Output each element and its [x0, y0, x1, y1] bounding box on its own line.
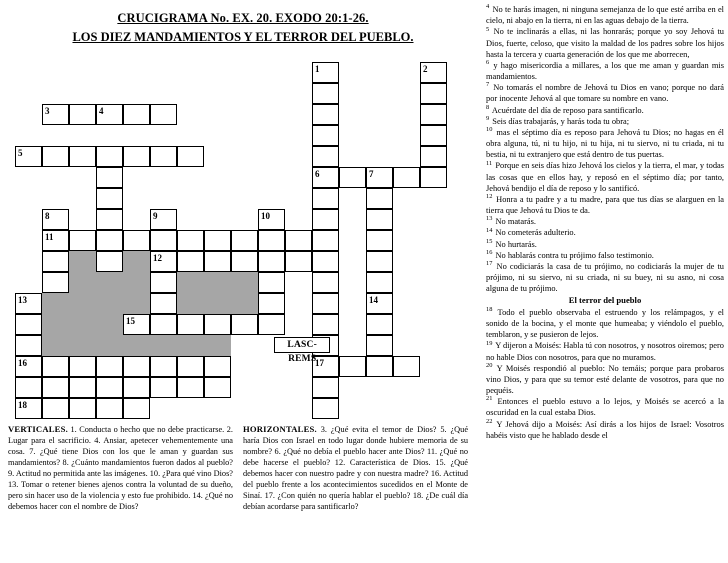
crossword-cell-blocked [96, 293, 123, 314]
crossword-cell[interactable] [42, 377, 69, 398]
crossword-cell-numbered[interactable] [312, 167, 339, 188]
crossword-cell[interactable] [69, 146, 96, 167]
scripture-verse [486, 250, 724, 261]
crossword-cell-numbered[interactable] [42, 104, 69, 125]
verse-text: No hurtarás. [493, 239, 537, 249]
crossword-cell[interactable] [177, 146, 204, 167]
crossword-cell-number: 17 [315, 358, 324, 368]
crossword-cell-blocked [204, 272, 231, 293]
crossword-cell[interactable] [339, 167, 366, 188]
crossword-cell-number: 11 [45, 232, 54, 242]
verse-number: 7 [486, 81, 490, 89]
crossword-cell[interactable] [204, 314, 231, 335]
clues-verticales-text: 1. Conducta o hecho que no debe practicarse. 2. Lugar para el sacrificio. 4. Ansiar, apetecer vehementemente una cosa. 7. ¿Qué tiene Dios con los que le aman y guardan sus mandamientos? 8. ¿Cuánto mandamientos fueron dados al pueblo? 9. Actitud no permitida ante las imágenes. 10. ¿Para qué vino Dios? 13. Tomar o retener bienes ajenos contra la voluntad de su dueño, pero sin hacer uso de la violencia y esto fue prohibido. 14. ¿Qué no debemos hacer con el nombre de Dios? [8, 425, 233, 511]
crossword-cell[interactable] [258, 251, 285, 272]
crossword-cell-number: 5 [18, 148, 23, 158]
crossword-cell-numbered[interactable] [150, 251, 177, 272]
crossword-cell[interactable] [96, 377, 123, 398]
verse-number: 4 [486, 3, 490, 11]
crossword-cell-blocked [177, 293, 204, 314]
verse-number: 9 [486, 114, 490, 122]
crossword-cell[interactable] [177, 356, 204, 377]
crossword-cell[interactable] [150, 293, 177, 314]
crossword-cell-blocked [123, 335, 150, 356]
crossword-cell-blocked [150, 335, 177, 356]
crossword-cell[interactable] [420, 83, 447, 104]
crossword-cell-number: 2 [423, 64, 428, 74]
scripture-verse [486, 239, 724, 250]
crossword-cell[interactable] [96, 356, 123, 377]
verse-text: Y Jehová dijo a Moisés: Así dirás a los hijos de Israel: Vosotros habéis visto que he hablado desde el [486, 419, 724, 440]
crossword-cell[interactable] [312, 125, 339, 146]
scripture-verse [486, 60, 724, 82]
scripture-verse [486, 396, 724, 418]
scripture-verse [486, 105, 724, 116]
crossword-cell[interactable] [96, 398, 123, 419]
crossword-cell[interactable] [366, 356, 393, 377]
verse-text: y hago misericordia a millares, a los que me aman y guardan mis mandamientos. [486, 60, 724, 82]
verse-text: No codiciarás la casa de tu prójimo, no codiciarás la mujer de tu prójimo, ni su siervo, ni su criada, ni su buey, ni su asno, ni cosa alguna de tu prójimo. [486, 261, 724, 294]
crossword-cell[interactable] [96, 251, 123, 272]
scripture-verse [486, 216, 724, 227]
crossword-cell-numbered[interactable] [15, 293, 42, 314]
crossword-cell-blocked [69, 293, 96, 314]
crossword-cell[interactable] [150, 104, 177, 125]
scripture-verse [486, 82, 724, 104]
verse-number: 13 [486, 215, 493, 223]
verse-text: Seis días trabajarás, y harás toda tu obra; [490, 116, 630, 126]
crossword-cell-blocked [69, 272, 96, 293]
crossword-cell[interactable] [420, 146, 447, 167]
crossword-cell[interactable] [312, 230, 339, 251]
crossword-cell-number: 14 [369, 295, 378, 305]
crossword-cell[interactable] [393, 167, 420, 188]
crossword-cell-blocked [96, 314, 123, 335]
crossword-cell[interactable] [258, 272, 285, 293]
crossword-cell-numbered[interactable] [420, 62, 447, 83]
crossword-cell[interactable] [204, 377, 231, 398]
crossword-cell[interactable] [258, 293, 285, 314]
crossword-cell[interactable] [366, 230, 393, 251]
crossword-cell[interactable] [123, 377, 150, 398]
clues-horizontales-text: 3. ¿Qué evita el temor de Dios? 5. ¿Qué haría Dios con Israel en todo lugar donde hubiere memoria de su nombre? 6. ¿Qué no debía el pueblo hacer ante Dios? 11. ¿Qué no debe hacerse el pueblo? 12. Característica de Dios. 15. ¿Qué debemos hacer con nuestro padre y con nuestra madre? 16. Actitud del pueblo frente a los acontecimientos sucedidos en el Monte de Sinaí. 17. ¿Con quién no quería hablar el pueblo? 18. ¿De cuál día debían acordarse para santificarlo? [243, 425, 469, 511]
verse-number: 21 [486, 395, 493, 403]
crossword-cell[interactable] [150, 230, 177, 251]
crossword-cell[interactable] [420, 125, 447, 146]
crossword-cell[interactable] [123, 398, 150, 419]
crossword-cell[interactable] [420, 167, 447, 188]
crossword-cell[interactable] [42, 356, 69, 377]
crossword-cell-blocked [123, 272, 150, 293]
crossword-cell[interactable] [366, 209, 393, 230]
crossword-cell[interactable] [42, 272, 69, 293]
crossword-cell-number: 16 [18, 358, 27, 368]
crossword-cell[interactable] [312, 104, 339, 125]
crossword-cell-number: 18 [18, 400, 27, 410]
scripture-verse [486, 26, 724, 60]
crossword-cell[interactable] [312, 209, 339, 230]
verse-text: Porque en seis días hizo Jehová los cielos y la tierra, el mar, y todas las cosas que en ellos hay, y reposó en el séptimo día; por tanto, Jehová bendijo el día de reposo y lo santificó. [486, 161, 724, 193]
crossword-cell-blocked [123, 251, 150, 272]
verse-number: 22 [486, 417, 493, 425]
crossword-cell-blocked [69, 251, 96, 272]
crossword-cell-numbered[interactable] [15, 146, 42, 167]
crossword-cell-blocked [42, 335, 69, 356]
crossword-cell-blocked [177, 272, 204, 293]
crossword-cell-blocked [96, 335, 123, 356]
watermark-label: LASC-REMS [274, 337, 330, 353]
crossword-cell-number: 4 [99, 106, 104, 116]
crossword-cell[interactable] [366, 272, 393, 293]
scripture-verse [486, 127, 724, 161]
crossword-cell-numbered[interactable] [366, 167, 393, 188]
crossword-cell-numbered[interactable] [366, 293, 393, 314]
crossword-cell[interactable] [366, 314, 393, 335]
verse-number: 20 [486, 361, 493, 369]
crossword-cell[interactable] [177, 230, 204, 251]
crossword-cell-numbered[interactable] [96, 104, 123, 125]
crossword-cell[interactable] [231, 251, 258, 272]
title-line-1: CRUCIGRAMA No. EX. 20. EXODO 20:1-26. [117, 11, 369, 25]
crossword-cell[interactable] [204, 356, 231, 377]
crossword-cell-number: 8 [45, 211, 50, 221]
crossword-cell-blocked [42, 293, 69, 314]
crossword-cell-numbered[interactable] [42, 230, 69, 251]
crossword-cell[interactable] [177, 377, 204, 398]
crossword-cell-number: 15 [126, 316, 135, 326]
clues-verticales-heading: VERTICALES. [8, 424, 68, 434]
crossword-cell[interactable] [312, 272, 339, 293]
crossword-cell-numbered[interactable] [312, 62, 339, 83]
verse-text: Todo el pueblo observaba el estruendo y los relámpagos, y el sonido de la bocina, y el monte que humeaba; y viéndolo el pueblo, temblaron, y se pusieron de lejos. [486, 307, 724, 340]
crossword-cell[interactable] [150, 377, 177, 398]
crossword-cell[interactable] [96, 146, 123, 167]
crossword-cell[interactable] [312, 377, 339, 398]
crossword-cell-blocked [231, 293, 258, 314]
crossword-cell[interactable] [42, 251, 69, 272]
verse-number: 17 [486, 260, 493, 268]
verse-text: No tomarás el nombre de Jehová tu Dios en vano; porque no dará por inocente Jehová al que tomare su nombre en vano. [486, 83, 724, 104]
crossword-cell-blocked [69, 314, 96, 335]
crossword-cell[interactable] [312, 83, 339, 104]
crossword-cell[interactable] [123, 104, 150, 125]
crossword-cell-number: 9 [153, 211, 158, 221]
scripture-verse [486, 116, 724, 127]
scripture-verse [486, 227, 724, 238]
crossword-cell-blocked [42, 314, 69, 335]
crossword-cell[interactable] [339, 356, 366, 377]
crossword-cell[interactable] [123, 146, 150, 167]
scripture-verse [486, 363, 724, 397]
crossword-cell-number: 6 [315, 169, 320, 179]
crossword-cell[interactable] [42, 146, 69, 167]
verse-text: No cometerás adulterio. [493, 228, 576, 238]
clues-section [8, 424, 478, 513]
crossword-cell[interactable] [312, 398, 339, 419]
verse-text: Y dijeron a Moisés: Habla tú con nosotros, y nosotros oiremos; pero no hable Dios con nosotros, para que no muramos. [486, 341, 724, 362]
verse-text: Entonces el pueblo estuvo a lo lejos, y Moisés se acercó a la oscuridad en la cual estaba Dios. [486, 397, 724, 418]
crossword-cell[interactable] [177, 251, 204, 272]
crossword-cell-numbered[interactable] [150, 209, 177, 230]
verse-number: 15 [486, 237, 493, 245]
crossword-cell[interactable] [69, 356, 96, 377]
crossword-cell-number: 13 [18, 295, 27, 305]
verse-text: Y Moisés respondió al pueblo: No temáis; porque para probaros vino Dios, y para que su temor esté delante de vosotros, para que no pequéis. [486, 363, 724, 396]
crossword-cell[interactable] [204, 251, 231, 272]
verse-text: No te harás imagen, ni ninguna semejanza de lo que esté arriba en el cielo, ni abajo en la tierra, ni en las aguas debajo de la tierra. [486, 5, 724, 26]
verse-text: Acuérdate del día de reposo para santificarlo. [490, 105, 644, 115]
crossword-cell-number: 12 [153, 253, 162, 263]
crossword-cell[interactable] [96, 167, 123, 188]
crossword-cell[interactable] [312, 146, 339, 167]
crossword-cell[interactable] [96, 188, 123, 209]
verse-number: 8 [486, 103, 490, 111]
clues-verticales [8, 424, 233, 513]
crossword-cell[interactable] [96, 209, 123, 230]
verse-number: 16 [486, 248, 493, 256]
crossword-cell-numbered[interactable] [258, 209, 285, 230]
verse-number: 18 [486, 306, 493, 314]
crossword-cell-blocked [177, 335, 204, 356]
clues-horizontales [243, 424, 468, 513]
verse-number: 14 [486, 226, 493, 234]
crossword-cell[interactable] [204, 230, 231, 251]
crossword-cell[interactable] [258, 230, 285, 251]
verse-text: Honra a tu padre y a tu madre, para que tus días se alarguen en la tierra que Jehová tu Dios te da. [486, 194, 724, 216]
crossword-cell[interactable] [150, 314, 177, 335]
crossword-cell[interactable] [285, 251, 312, 272]
crossword-cell[interactable] [123, 230, 150, 251]
crossword-cell[interactable] [366, 335, 393, 356]
verse-number: 10 [486, 126, 493, 134]
crossword-cell-blocked [123, 293, 150, 314]
crossword-cell[interactable] [15, 377, 42, 398]
title-line-2: LOS DIEZ MANDAMIENTOS Y EL TERROR DEL PUEBLO. [72, 29, 414, 44]
crossword-cell[interactable] [312, 293, 339, 314]
crossword-grid[interactable] [8, 58, 478, 418]
scripture-verse [486, 194, 724, 216]
crossword-cell[interactable] [150, 272, 177, 293]
scripture-verse [486, 340, 724, 362]
crossword-cell[interactable] [69, 104, 96, 125]
scripture-verse [486, 261, 724, 295]
crossword-cell[interactable] [150, 146, 177, 167]
verse-text: No te inclinarás a ellas, ni las honrarás; porque yo soy Jehová tu Dios, fuerte, celoso, que visito la maldad de los padres sobre los hijos hasta la tercera y cuarta generación de los que me aborrecen, [486, 27, 724, 59]
crossword-cell[interactable] [15, 335, 42, 356]
crossword-cell[interactable] [96, 230, 123, 251]
crossword-cell[interactable] [69, 398, 96, 419]
crossword-cell-number: 7 [369, 169, 374, 179]
verse-number: 19 [486, 339, 493, 347]
crossword-cell[interactable] [69, 230, 96, 251]
scripture-column [486, 4, 724, 441]
crossword-cell[interactable] [150, 356, 177, 377]
crossword-cell[interactable] [312, 314, 339, 335]
scripture-verse [486, 307, 724, 341]
crossword-cell[interactable] [312, 188, 339, 209]
scripture-verse [486, 160, 724, 194]
crossword-cell[interactable] [393, 356, 420, 377]
crossword-cell-blocked [231, 272, 258, 293]
crossword-cell-number: 3 [45, 106, 50, 116]
crossword-cell[interactable] [231, 314, 258, 335]
crossword-cell-numbered[interactable] [42, 209, 69, 230]
verse-number: 5 [486, 25, 490, 33]
crossword-cell[interactable] [285, 230, 312, 251]
crossword-cell[interactable] [42, 398, 69, 419]
crossword-cell[interactable] [231, 230, 258, 251]
verse-number: 12 [486, 193, 493, 201]
crossword-cell[interactable] [366, 188, 393, 209]
crossword-cell[interactable] [123, 356, 150, 377]
verse-number: 11 [486, 159, 493, 167]
verse-text: No hablarás contra tu prójimo falso testimonio. [493, 250, 654, 260]
crossword-cell-blocked [96, 272, 123, 293]
crossword-cell[interactable] [420, 104, 447, 125]
crossword-cell[interactable] [15, 314, 42, 335]
crossword-cell-blocked [69, 335, 96, 356]
scripture-verse [486, 419, 724, 441]
scripture-section-heading: El terror del pueblo [568, 295, 642, 306]
clues-horizontales-heading: HORIZONTALES. [243, 424, 317, 434]
crossword-cell-numbered[interactable] [15, 398, 42, 419]
crossword-cell[interactable] [366, 251, 393, 272]
crossword-cell-number: 1 [315, 64, 320, 74]
verse-text: No matarás. [493, 217, 536, 227]
verse-text: mas el séptimo día es reposo para Jehová tu Dios; no hagas en él obra alguna, tú, ni tu hijo, ni tu hija, ni tu siervo, ni tu criada, ni tu bestia, ni tu extranjero que está dentro de tus puertas. [486, 127, 724, 160]
crossword-cell-numbered[interactable] [15, 356, 42, 377]
verse-number: 6 [486, 59, 490, 67]
crossword-cell[interactable] [69, 377, 96, 398]
crossword-cell[interactable] [258, 314, 285, 335]
crossword-cell[interactable] [177, 314, 204, 335]
document-title [8, 0, 478, 47]
crossword-cell-numbered[interactable] [123, 314, 150, 335]
crossword-cell-blocked [204, 335, 231, 356]
scripture-verse [486, 4, 724, 26]
crossword-cell[interactable] [312, 251, 339, 272]
crossword-cell-number: 10 [261, 211, 270, 221]
crossword-cell-blocked [204, 293, 231, 314]
